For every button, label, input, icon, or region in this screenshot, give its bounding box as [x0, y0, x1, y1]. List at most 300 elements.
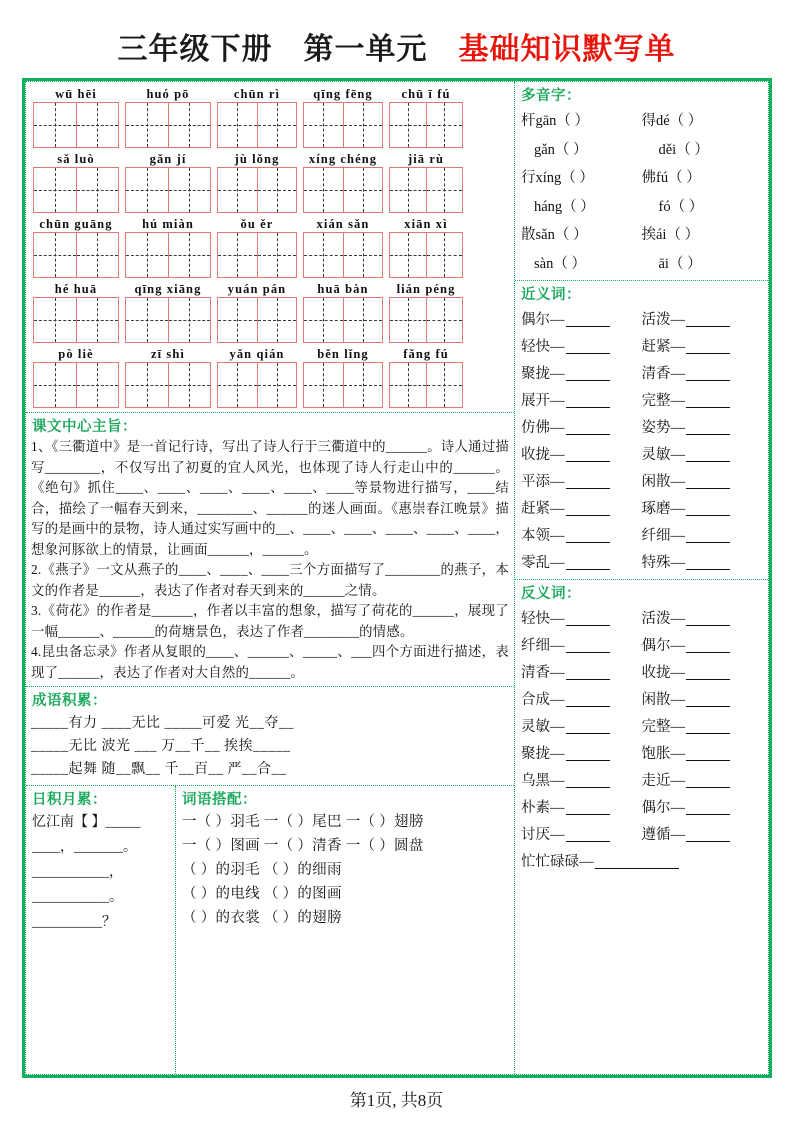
section-header-idioms: 成语积累： — [32, 693, 107, 709]
tianzige-cell[interactable] — [390, 233, 427, 277]
synonym-pair[interactable] — [521, 415, 642, 442]
word-prompt: 偶尔— — [641, 800, 685, 816]
pinyin-label: lián péng — [396, 282, 456, 296]
tianzige-cell[interactable] — [77, 233, 119, 277]
synonym-pair[interactable] — [521, 523, 642, 550]
answer-blank[interactable] — [686, 691, 730, 707]
antonym-pair[interactable] — [642, 741, 763, 768]
pinyin-label: hú miàn — [142, 217, 194, 231]
synonym-pair[interactable] — [642, 550, 763, 577]
tianzige-box[interactable] — [217, 297, 297, 343]
tianzige-cell[interactable] — [218, 168, 258, 212]
tianzige-cell[interactable] — [390, 103, 427, 147]
tianzige-box[interactable] — [389, 232, 463, 278]
tianzige-cell[interactable] — [34, 298, 77, 342]
tianzige-cell[interactable] — [258, 363, 297, 407]
tianzige-cell[interactable] — [427, 233, 463, 277]
antonym-pair[interactable] — [521, 768, 642, 795]
pinyin-writing-section — [26, 82, 514, 413]
right-column — [515, 82, 768, 1074]
character-box-holder — [214, 167, 300, 213]
tianzige-box[interactable] — [389, 297, 463, 343]
character-box-holder — [386, 102, 466, 148]
tianzige-cell[interactable] — [427, 103, 463, 147]
answer-blank[interactable] — [566, 718, 610, 734]
synonym-pair[interactable] — [521, 388, 642, 415]
answer-blank[interactable] — [686, 718, 730, 734]
pinyin-label: sǎ luò — [57, 152, 95, 166]
antonym-pair[interactable] — [642, 822, 763, 849]
antonym-pair[interactable] — [642, 714, 763, 741]
answer-blank[interactable] — [686, 500, 730, 516]
tianzige-box[interactable] — [303, 362, 383, 408]
tianzige-cell[interactable] — [258, 168, 297, 212]
daily-accumulation-row: __________？ — [32, 915, 116, 930]
text-main-idea-section — [26, 413, 514, 687]
synonym-row — [521, 496, 762, 523]
tianzige-cell[interactable] — [344, 103, 383, 147]
tianzige-cell[interactable] — [344, 168, 383, 212]
tianzige-box[interactable] — [389, 167, 463, 213]
antonym-pair[interactable] — [521, 606, 642, 633]
tianzige-cell[interactable] — [258, 233, 297, 277]
pinyin-label: ǒu ěr — [240, 217, 274, 231]
idiom-row: _____无比 波光 ___ 万__千__ 挨挨_____ — [31, 739, 291, 754]
daily-accumulation-section — [26, 786, 176, 1074]
pinyin-label: qīng xiāng — [134, 282, 202, 296]
tianzige-box[interactable] — [125, 362, 211, 408]
word-collocation-body — [176, 810, 514, 930]
synonym-pair[interactable] — [642, 307, 763, 334]
synonym-section — [515, 281, 768, 580]
page-title-subject: 基础知识默写单 — [458, 33, 676, 66]
answer-blank[interactable] — [595, 853, 679, 869]
polyphone-entry[interactable]: 得dé（ ） — [641, 113, 703, 129]
answer-blank[interactable] — [686, 554, 730, 570]
tianzige-cell[interactable] — [304, 103, 344, 147]
character-box-holder — [300, 167, 386, 213]
tianzige-box[interactable] — [217, 102, 297, 148]
pinyin-label: zī shì — [150, 347, 186, 361]
answer-blank[interactable] — [686, 338, 730, 354]
character-box-holder — [386, 297, 466, 343]
word-prompt: 完整— — [641, 393, 685, 409]
tianzige-cell[interactable] — [218, 103, 258, 147]
character-box-holder — [386, 232, 466, 278]
collocation-row: 一（ ）图画 一（ ）清香 一（ ）圆盘 — [182, 838, 424, 854]
answer-blank[interactable] — [566, 554, 610, 570]
answer-blank[interactable] — [566, 610, 610, 626]
tianzige-box[interactable] — [389, 102, 463, 148]
collocation-row: 一（ ）羽毛 一（ ）尾巴 一（ ）翅膀 — [182, 814, 424, 830]
polyphone-entry[interactable]: 挨ái（ ） — [641, 227, 700, 243]
daily-accumulation-row: ____，_______。 — [32, 840, 137, 855]
tianzige-cell[interactable] — [218, 298, 258, 342]
answer-blank[interactable] — [686, 365, 730, 381]
tianzige-cell[interactable] — [304, 363, 344, 407]
tianzige-cell[interactable] — [34, 233, 77, 277]
tianzige-cell[interactable] — [427, 168, 463, 212]
polyphone-row — [521, 250, 762, 279]
antonym-pair[interactable] — [642, 687, 763, 714]
character-box-holder — [214, 297, 300, 343]
tianzige-cell[interactable] — [427, 363, 463, 407]
antonym-pair[interactable] — [642, 633, 763, 660]
tianzige-cell[interactable] — [344, 298, 383, 342]
word-prompt: 收拢— — [521, 447, 565, 463]
synonym-pair[interactable] — [521, 307, 642, 334]
tianzige-cell[interactable] — [169, 233, 211, 277]
tianzige-cell[interactable] — [344, 233, 383, 277]
character-box-row — [26, 167, 514, 213]
antonym-pair[interactable] — [521, 714, 642, 741]
answer-blank[interactable] — [686, 446, 730, 462]
character-box-row — [26, 232, 514, 278]
antonym-row — [521, 660, 762, 687]
left-column — [26, 82, 515, 1074]
pinyin-label: chūn guāng — [39, 217, 113, 231]
polyphone-entry[interactable]: āi（ ） — [658, 255, 702, 272]
pinyin-grid-row — [26, 215, 514, 278]
answer-blank[interactable] — [686, 473, 730, 489]
answer-blank[interactable] — [686, 419, 730, 435]
polyphone-row — [521, 136, 762, 165]
answer-blank[interactable] — [686, 610, 730, 626]
character-box-holder — [30, 102, 122, 148]
word-prompt: 讨厌— — [521, 827, 565, 843]
synonym-pair[interactable] — [521, 469, 642, 496]
word-prompt: 灵敏— — [521, 719, 565, 735]
character-box-holder — [122, 362, 214, 408]
pinyin-label: chūn rì — [233, 87, 281, 101]
answer-blank[interactable] — [566, 664, 610, 680]
answer-blank[interactable] — [566, 637, 610, 653]
word-prompt: 灵敏— — [641, 447, 685, 463]
antonym-row — [521, 768, 762, 795]
word-prompt: 偶尔— — [641, 638, 685, 654]
antonym-pair[interactable] — [521, 660, 642, 687]
word-prompt: 赶紧— — [521, 501, 565, 517]
pinyin-label: fǎng fú — [403, 347, 449, 361]
word-prompt: 零乱— — [521, 555, 565, 571]
synonym-pair[interactable] — [642, 388, 763, 415]
pinyin-label-row — [26, 280, 514, 297]
antonym-body — [515, 604, 768, 878]
tianzige-box[interactable] — [33, 297, 119, 343]
answer-blank[interactable] — [686, 637, 730, 653]
character-box-holder — [214, 102, 300, 148]
synonym-pair[interactable] — [642, 469, 763, 496]
synonym-pair[interactable] — [642, 334, 763, 361]
character-box-holder — [30, 167, 122, 213]
polyphone-entry[interactable]: fó（ ） — [658, 198, 704, 215]
synonym-pair[interactable] — [642, 442, 763, 469]
page-title-grade: 三年级下册 — [117, 33, 273, 66]
answer-blank[interactable] — [686, 772, 730, 788]
section-header-daily: 日积月累： — [32, 792, 107, 808]
synonym-pair[interactable] — [521, 442, 642, 469]
daily-accumulation-body — [26, 810, 175, 935]
word-prompt: 清香— — [641, 366, 685, 382]
tianzige-box[interactable] — [125, 102, 211, 148]
character-box-row — [26, 297, 514, 343]
word-prompt: 姿势— — [641, 420, 685, 436]
tianzige-cell[interactable] — [126, 168, 169, 212]
word-prompt: 平添— — [521, 474, 565, 490]
synonym-pair[interactable] — [521, 361, 642, 388]
tianzige-cell[interactable] — [77, 103, 119, 147]
answer-blank[interactable] — [566, 527, 610, 543]
polyphone-entry[interactable]: děi（ ） — [658, 141, 709, 158]
tianzige-box[interactable] — [303, 167, 383, 213]
synonym-row — [521, 523, 762, 550]
answer-blank[interactable] — [566, 473, 610, 489]
section-header-antonym: 反义词： — [521, 586, 581, 602]
daily-accumulation-row: ___________。 — [32, 890, 123, 905]
tianzige-cell[interactable] — [169, 168, 211, 212]
synonym-pair[interactable] — [521, 334, 642, 361]
main-idea-item: 1、《三衢道中》是一首记行诗，写出了诗人行于三衢道中的______。诗人通过描写________，不仅写出了初夏的宜人风光，也体现了诗人行走山中的______。《绝句》抓住____、____、____、____、____、____等景物进行描写，____结合，描绘了一幅春天到来，________、______的迷人画面。《惠崇春江晚景》描写的是画中的景物，诗人通过实写画中的__、____、____、____、____、____，想象河豚欲上的情景，让画面______，______。 — [31, 439, 509, 557]
tianzige-box[interactable] — [217, 232, 297, 278]
tianzige-cell[interactable] — [169, 298, 211, 342]
synonym-body — [515, 305, 768, 579]
antonym-row — [521, 714, 762, 741]
polyphone-entry[interactable]: 佛fú（ ） — [641, 170, 701, 186]
synonym-row — [521, 334, 762, 361]
synonym-pair[interactable] — [521, 496, 642, 523]
answer-blank[interactable] — [566, 691, 610, 707]
pinyin-label: huā bàn — [317, 282, 369, 296]
tianzige-cell[interactable] — [390, 168, 427, 212]
word-prompt: 活泼— — [641, 611, 685, 627]
pinyin-grid-row — [26, 345, 514, 408]
tianzige-box[interactable] — [33, 102, 119, 148]
character-box-holder — [386, 167, 466, 213]
section-header-synonym: 近义词： — [521, 287, 581, 303]
word-prompt: 本领— — [521, 528, 565, 544]
polyphone-row — [521, 107, 762, 136]
tianzige-cell[interactable] — [34, 363, 77, 407]
answer-blank[interactable] — [566, 500, 610, 516]
answer-blank[interactable] — [566, 772, 610, 788]
antonym-row — [521, 741, 762, 768]
antonym-row — [521, 849, 762, 876]
antonym-pair[interactable] — [642, 795, 763, 822]
tianzige-cell[interactable] — [77, 363, 119, 407]
word-prompt: 展开— — [521, 393, 565, 409]
pinyin-label: xiān xì — [404, 217, 448, 231]
tianzige-cell[interactable] — [126, 103, 169, 147]
pinyin-label: chū ī fú — [401, 87, 451, 101]
tianzige-box[interactable] — [303, 102, 383, 148]
tianzige-cell[interactable] — [126, 233, 169, 277]
word-prompt: 闲散— — [641, 474, 685, 490]
collocation-row: （ ）的衣裳 （ ）的翅膀 — [182, 910, 342, 926]
collocation-row: （ ）的羽毛 （ ）的细雨 — [182, 862, 342, 878]
pinyin-label: gǎn jí — [149, 152, 187, 166]
tianzige-cell[interactable] — [169, 103, 211, 147]
synonym-row — [521, 388, 762, 415]
character-box-holder — [300, 297, 386, 343]
synonym-pair[interactable] — [642, 496, 763, 523]
main-idea-item: 2.《燕子》一文从燕子的____、____、____三个方面描写了________的燕子，本文的作者是______，表达了作者对春天到来的______之情。 — [31, 562, 509, 598]
pinyin-label: jiā rù — [407, 152, 445, 166]
word-prompt: 纤细— — [521, 638, 565, 654]
word-prompt: 轻快— — [521, 611, 565, 627]
answer-blank[interactable] — [566, 311, 610, 327]
word-prompt: 赶紧— — [641, 339, 685, 355]
polyphone-row — [521, 221, 762, 250]
idiom-accumulation-section — [26, 687, 514, 786]
word-prompt: 清香— — [521, 665, 565, 681]
tianzige-cell[interactable] — [390, 298, 427, 342]
tianzige-box[interactable] — [125, 297, 211, 343]
character-box-holder — [122, 167, 214, 213]
tianzige-cell[interactable] — [427, 298, 463, 342]
page-title — [0, 0, 793, 72]
tianzige-box[interactable] — [303, 232, 383, 278]
tianzige-cell[interactable] — [304, 168, 344, 212]
idiom-body — [26, 711, 514, 785]
character-box-row — [26, 102, 514, 148]
word-prompt: 完整— — [641, 719, 685, 735]
worksheet-inner — [25, 81, 769, 1075]
character-box-holder — [30, 362, 122, 408]
word-prompt: 轻快— — [521, 339, 565, 355]
pinyin-label: yǎn qián — [229, 347, 285, 361]
answer-blank[interactable] — [686, 392, 730, 408]
antonym-row — [521, 795, 762, 822]
pinyin-label: pò liè — [58, 347, 94, 361]
polyphone-entry[interactable]: háng（ ） — [534, 198, 595, 215]
polyphone-entry[interactable]: 行xíng（ ） — [521, 170, 594, 186]
answer-blank[interactable] — [686, 527, 730, 543]
answer-blank[interactable] — [566, 446, 610, 462]
synonym-pair[interactable] — [642, 523, 763, 550]
word-prompt: 特殊— — [641, 555, 685, 571]
answer-blank[interactable] — [566, 419, 610, 435]
tianzige-cell[interactable] — [77, 298, 119, 342]
daily-accumulation-row: ___________， — [32, 865, 123, 880]
tianzige-box[interactable] — [217, 362, 297, 408]
polyphone-entry[interactable]: gǎn（ ） — [534, 141, 588, 158]
main-idea-item: 4.昆虫备忘录》作者从复眼的____、______、_____、___四个方面进行描述，表现了______，表达了作者对大自然的______。 — [31, 644, 509, 680]
pinyin-label: wū hēi — [55, 87, 97, 101]
pinyin-label: jù lǒng — [234, 152, 280, 166]
tianzige-cell[interactable] — [258, 103, 297, 147]
answer-blank[interactable] — [566, 745, 610, 761]
page-title-unit: 第一单元 — [303, 33, 428, 66]
tianzige-box[interactable] — [33, 232, 119, 278]
character-box-holder — [122, 102, 214, 148]
tianzige-cell[interactable] — [218, 233, 258, 277]
tianzige-cell[interactable] — [77, 168, 119, 212]
word-collocation-section — [176, 786, 514, 1074]
antonym-pair[interactable] — [642, 768, 763, 795]
synonym-pair[interactable] — [521, 550, 642, 577]
answer-blank[interactable] — [686, 826, 730, 842]
answer-blank[interactable] — [686, 799, 730, 815]
tianzige-cell[interactable] — [34, 103, 77, 147]
pinyin-label: huó pō — [146, 87, 190, 101]
antonym-pair[interactable] — [521, 687, 642, 714]
pinyin-grid-row — [26, 150, 514, 213]
antonym-pair[interactable] — [521, 741, 642, 768]
synonym-row — [521, 307, 762, 334]
daily-accumulation-row: 忆江南【 】_____ — [32, 815, 141, 830]
section-header-main-idea: 课文中心主旨： — [32, 419, 137, 435]
antonym-pair[interactable] — [521, 633, 642, 660]
tianzige-cell[interactable] — [126, 298, 169, 342]
main-idea-body — [26, 437, 514, 686]
tianzige-box[interactable] — [125, 232, 211, 278]
synonym-pair[interactable] — [642, 415, 763, 442]
antonym-pair[interactable] — [521, 822, 642, 849]
antonym-pair[interactable] — [642, 606, 763, 633]
tianzige-cell[interactable] — [304, 233, 344, 277]
pinyin-label: xíng chéng — [308, 152, 378, 166]
tianzige-box[interactable] — [33, 167, 119, 213]
antonym-pair[interactable] — [521, 849, 762, 876]
pinyin-label-row — [26, 150, 514, 167]
tianzige-cell[interactable] — [34, 168, 77, 212]
polyphone-entry[interactable]: 杆gān（ ） — [521, 113, 590, 129]
character-box-holder — [300, 232, 386, 278]
answer-blank[interactable] — [566, 338, 610, 354]
pinyin-label: běn lǐng — [317, 347, 369, 361]
tianzige-box[interactable] — [125, 167, 211, 213]
answer-blank[interactable] — [686, 664, 730, 680]
antonym-pair[interactable] — [642, 660, 763, 687]
answer-blank[interactable] — [566, 799, 610, 815]
answer-blank[interactable] — [686, 311, 730, 327]
synonym-pair[interactable] — [642, 361, 763, 388]
tianzige-box[interactable] — [217, 167, 297, 213]
tianzige-cell[interactable] — [126, 363, 169, 407]
character-box-holder — [122, 297, 214, 343]
tianzige-box[interactable] — [389, 362, 463, 408]
answer-blank[interactable] — [566, 826, 610, 842]
tianzige-box[interactable] — [33, 362, 119, 408]
pinyin-grid-row — [26, 280, 514, 343]
synonym-row — [521, 415, 762, 442]
tianzige-cell[interactable] — [304, 298, 344, 342]
character-box-holder — [214, 232, 300, 278]
page-footer: 第1页, 共8页 — [349, 1091, 444, 1110]
pinyin-label: hé huā — [54, 282, 98, 296]
character-box-holder — [214, 362, 300, 408]
word-prompt: 饱胀— — [641, 746, 685, 762]
word-prompt: 乌黑— — [521, 773, 565, 789]
tianzige-cell[interactable] — [218, 363, 258, 407]
polyphone-entry[interactable]: 散sǎn（ ） — [521, 227, 588, 243]
answer-blank[interactable] — [566, 392, 610, 408]
answer-blank[interactable] — [686, 745, 730, 761]
polyphone-entry[interactable]: sàn（ ） — [534, 255, 586, 272]
tianzige-cell[interactable] — [169, 363, 211, 407]
pinyin-label: qīng fēng — [313, 87, 373, 101]
tianzige-cell[interactable] — [258, 298, 297, 342]
tianzige-cell[interactable] — [390, 363, 427, 407]
character-box-holder — [30, 232, 122, 278]
tianzige-box[interactable] — [303, 297, 383, 343]
character-box-holder — [30, 297, 122, 343]
tianzige-cell[interactable] — [344, 363, 383, 407]
synonym-row — [521, 361, 762, 388]
antonym-pair[interactable] — [521, 795, 642, 822]
character-box-holder — [386, 362, 466, 408]
answer-blank[interactable] — [566, 365, 610, 381]
